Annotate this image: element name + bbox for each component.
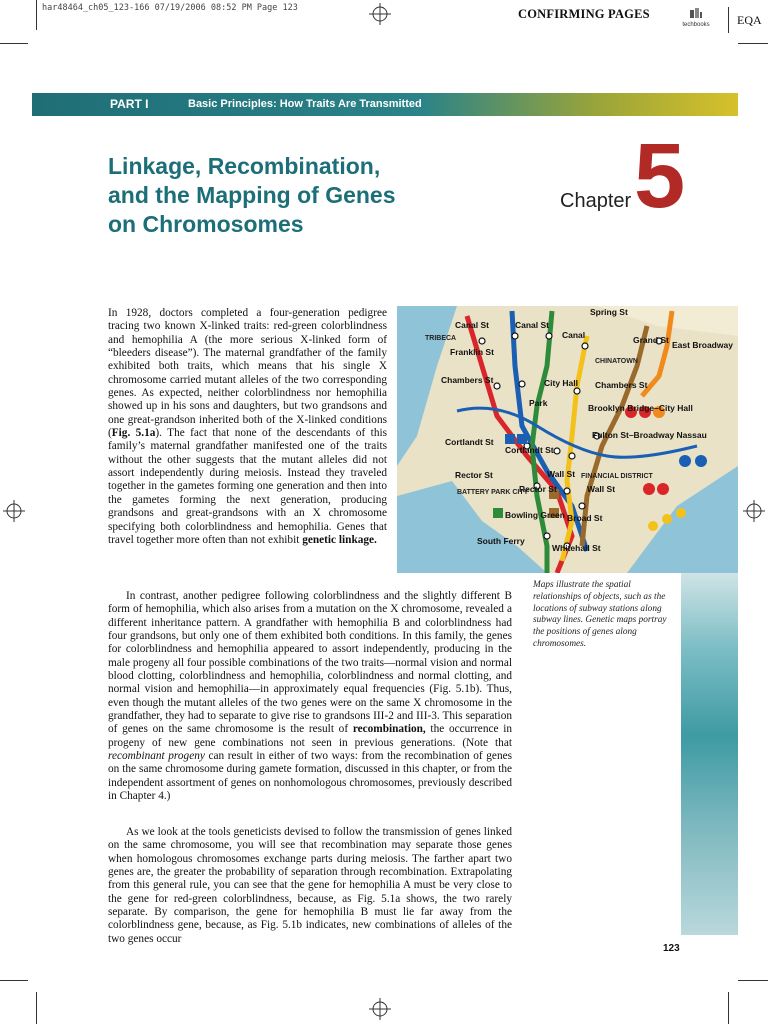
map-neighborhood-label: CHINATOWN <box>595 358 638 365</box>
map-station-label: Rector St <box>519 484 557 494</box>
registration-mark-icon <box>369 3 391 25</box>
body-paragraph-2 <box>108 590 512 804</box>
route-bullet-icon <box>505 434 515 444</box>
map-station-label: Wall St <box>547 469 576 479</box>
route-bullet-icon <box>517 434 527 444</box>
map-station-label: Wall St <box>587 484 616 494</box>
p2-text: In contrast, another pedigree following colorblindness and the slightly different B form of hemophilia, which also arises from a mutation on the X chromosome, revealed a different inheritance pattern. A grandfather with hemophilia B and colorblindness had four grandsons, but only one of them exhibited both conditions. In this family, the genes for colorblindness and hemophilia appeared to assort independently, producing in the male progeny all four possible combinations of the two traits—normal vision and normal blood clotting, colorblindness and hemophilia, colorblindness and normal clotting, and normal vision and hemophilia—in approximately equal frequencies (Fig. 5.1b). Thus, even though the mutant alleles of the two genes were on the same X chromosome in the grandfather, they had to separate to give rise to grandsons III-2 and III-3. This separation of genes on the same chromosome is the result of <box>108 590 512 736</box>
map-station-label: Cortlandt St <box>505 445 554 455</box>
map-park-label: Park <box>529 398 548 408</box>
term-recombination: recombination, <box>352 723 426 736</box>
p1-text-cont: ). The fact that none of the descendants of this family’s maternal grandfather manifested one of the traits without the other suggests that the mutant alleles did not assort independently during meiosis. Instead they traveled together in the gametes forming one generation and then into the gametes forming the next generation, producing grandsons and great-grandsons with an X chromosome specifying both colorblindness and hemophilia. Genes that travel together more often than not exhibit <box>108 427 388 546</box>
subway-map-photo <box>397 306 738 573</box>
figure-caption: Maps illustrate the spatial relationships of objects, such as the locations of subway stations along subway lines. Genetic maps portray the positions of genes along chromosomes. <box>533 580 667 649</box>
crop-mark <box>728 992 729 1024</box>
p2-text-cont: the occurrence in progeny of new gene combinations not seen in previous generations. (Note that <box>108 723 512 749</box>
route-bullet-icon <box>648 521 658 531</box>
map-station-label: Bowling Green <box>505 510 565 520</box>
chapter-title-line: on Chromosomes <box>108 211 304 237</box>
map-station-label: Canal St <box>515 320 550 330</box>
crop-mark <box>36 0 37 30</box>
map-station-label: Rector St <box>455 470 493 480</box>
map-station-label: Chambers St <box>441 375 494 385</box>
route-bullet-icon <box>676 508 686 518</box>
route-bullet-icon <box>679 455 691 467</box>
chapter-title <box>108 152 408 239</box>
part-label: PART I <box>110 97 149 111</box>
chapter-title-line: and the Mapping of Genes <box>108 182 396 208</box>
map-station-label: City Hall <box>544 378 579 388</box>
route-bullet-icon <box>695 455 707 467</box>
term-genetic-linkage: genetic linkage. <box>302 533 377 546</box>
p2-text-end: can result in either of two ways: from the recombination of genes on the same chromosome during gamete formation, discussed in this chapter, or from the independent assortment of genes on nonhomologous chromosomes, previously described in Chapter 4.) <box>108 750 512 803</box>
body-paragraph-1 <box>108 307 387 547</box>
crop-mark <box>738 980 768 981</box>
map-station-label: Grand St <box>633 335 669 345</box>
body-paragraph-3: As we look at the tools geneticists devised to follow the transmission of genes linked on the same chromosome, you will see that recombination may separate those genes when homologous chromosomes exchange parts during meiosis. The farther apart two genes are, the greater the probability of separation through recombination. Extrapolating from this general rule, you can see that the gene for hemophilia A must be very close to the gene for red-green colorblindness, because, as Fig. 5.1a shows, the two rarely separate. By comparison, the gene for hemophilia B must lie far away from the colorblindness gene, because, as Fig. 5.1b indicates, new combinations of alleles of the two genes occur <box>108 826 512 945</box>
crop-mark <box>0 43 28 44</box>
techbooks-logo <box>673 8 719 28</box>
map-station-label: Canal St <box>455 320 490 330</box>
map-station-label: Broad St <box>567 513 603 523</box>
map-station-label: Fulton St–Broadway Nassau <box>592 430 707 440</box>
crop-mark <box>0 980 28 981</box>
chapter-number: 5 <box>634 125 686 227</box>
route-bullet-icon <box>657 483 669 495</box>
route-bullet-icon <box>493 508 503 518</box>
map-station-label: Chambers St <box>595 380 648 390</box>
figure-reference: Fig. 5.1a <box>111 427 156 440</box>
crop-mark <box>738 43 768 44</box>
term-recombinant-progeny: recombinant progeny <box>108 750 205 763</box>
techbooks-wordmark: techbooks <box>682 22 710 28</box>
route-bullet-icon <box>662 514 672 524</box>
registration-mark-icon <box>369 998 391 1020</box>
map-station-label: Whitehall St <box>552 543 601 553</box>
map-station-label: Canal <box>562 330 586 340</box>
map-station-label: Spring St <box>590 307 628 317</box>
chapter-label: Chapter <box>560 190 632 212</box>
eqa-label: EQA <box>728 7 768 33</box>
map-neighborhood-label: BATTERY PARK CITY <box>457 489 529 496</box>
map-neighborhood-label: FINANCIAL DISTRICT <box>581 473 653 480</box>
map-station-label: East Broadway <box>672 340 733 350</box>
print-slug: har48464_ch05_123-166 07/19/2006 08:52 PM Page 123 <box>42 3 298 13</box>
p1-text: In 1928, doctors completed a four-generation pedigree tracing two known X-linked traits: red-green colorblindness and hemophilia A (the more serious X-linked form of “bleeders disease”). The maternal grandfather of the family exhibited both traits, which means that his single X chromosome carried mutant alleles of the two corresponding genes. As expected, neither colorblindness nor hemophilia showed up in his sons and daughters, but two grandsons and one great-grandson inherited both of the X-linked conditions ( <box>108 307 387 440</box>
registration-mark-icon <box>3 500 25 522</box>
map-station-label: Brooklyn Bridge–City Hall <box>588 403 693 413</box>
map-station-label: South Ferry <box>477 536 525 546</box>
registration-mark-icon <box>743 500 765 522</box>
decorative-sidebar <box>681 573 738 935</box>
part-subtitle: Basic Principles: How Traits Are Transmitted <box>188 98 422 110</box>
route-bullet-icon <box>643 483 655 495</box>
chapter-title-line: Linkage, Recombination, <box>108 153 381 179</box>
map-station-label: Franklin St <box>450 347 494 357</box>
map-neighborhood-label: TRIBECA <box>425 335 457 342</box>
page-number: 123 <box>663 943 680 954</box>
map-station-label: Cortlandt St <box>445 437 494 447</box>
techbooks-mark-icon <box>689 8 703 20</box>
confirming-pages-label: CONFIRMING PAGES <box>518 7 650 21</box>
crop-mark <box>36 992 37 1024</box>
